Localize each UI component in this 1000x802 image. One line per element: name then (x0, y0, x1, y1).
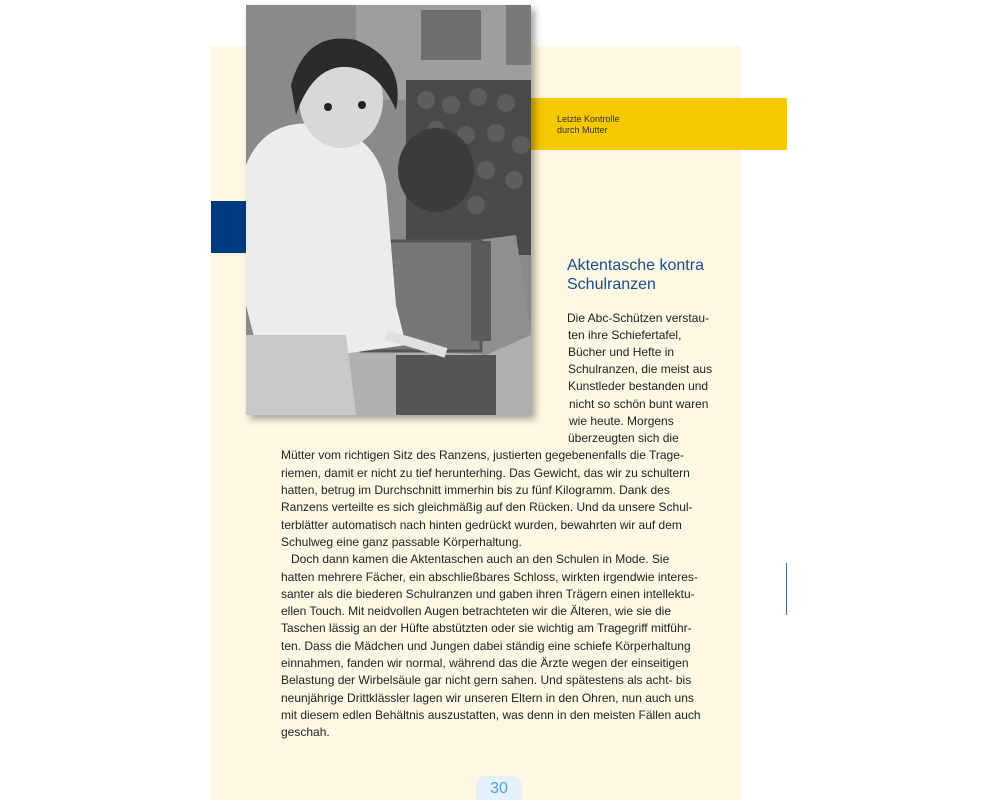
body-text-line: riemen, damit er nicht zu tief herunterhing. Das Gewicht, das wir zu schultern (281, 466, 690, 480)
body-text-line: Belastung der Wirbelsäule gar nicht gern sahen. Und spätestens als acht- bis (281, 673, 692, 687)
body-text-line: neunjährige Drittklässler lagen wir unseren Eltern in den Ohren, nun auch uns (281, 691, 694, 705)
body-text-line: mit diesem edlen Behältnis auszustatten, was denn in den meisten Fällen auch (281, 708, 701, 722)
body-text-line: ellen Touch. Mit neidvollen Augen betrachteten wir die Älteren, wie sie die (281, 604, 672, 618)
body-text-line: einnahmen, fanden wir normal, während das die Ärzte wegen der einseitigen (281, 656, 689, 670)
body-text-line: Doch dann kamen die Aktentaschen auch an den Schulen in Mode. Sie (281, 552, 670, 566)
body-text-line: terblätter automatisch nach hinten gedrückt wurden, bewahrten wir auf dem (281, 518, 682, 532)
wrapped-text-line: Schulranzen, die meist aus (568, 362, 713, 376)
wrapped-text-line: überzeugten sich die (568, 431, 679, 445)
body-text-line: ten. Dass die Mädchen und Jungen dabei ständig eine schiefe Körperhaltung (281, 639, 691, 653)
body-text-line: Mütter vom richtigen Sitz des Ranzens, justierten gegebenenfalls die Trage- (281, 448, 684, 462)
wrapped-text-line: nicht so schön bunt waren (569, 397, 709, 411)
wrapped-text-line: Die Abc-Schützen verstau- (567, 311, 710, 325)
body-text-line: geschah. (281, 725, 330, 739)
page-number: 30 (476, 776, 522, 800)
body-text-line: Ranzens verteilte es sich gleichmäßig auf den Rücken. Und da unsere Schul- (281, 500, 693, 514)
body-text-line: Schulweg eine ganz passable Körperhaltung. (281, 535, 522, 549)
blue-accent-block (211, 201, 249, 253)
body-text-line: hatten mehrere Fächer, ein abschließbares Schloss, wirkten irgendwie interes- (281, 570, 698, 584)
body-text-line: santer als die biederen Schulranzen und gaben ihren Trägern einen intellektu- (281, 587, 695, 601)
black-white-photo (246, 5, 531, 415)
body-text-line: hatten, betrug im Durchschnitt immerhin bis zu fünf Kilogramm. Dank des (281, 483, 670, 497)
photo-illustration (246, 5, 531, 415)
wrapped-text-line: Bücher und Hefte in (568, 345, 675, 359)
margin-line (786, 563, 787, 615)
wrapped-text-line: ten ihre Schiefertafel, (568, 328, 682, 342)
photo-caption: Letzte Kontrolle durch Mutter (557, 114, 620, 135)
body-text-line: Taschen lässig an der Hüfte abstützten oder sie wichtig am Tragegriff mitführ- (281, 621, 692, 635)
wrapped-text-line: wie heute. Morgens (569, 414, 674, 428)
section-heading: Aktentasche kontra Schulranzen (567, 257, 704, 293)
wrapped-text-line: Kunstleder bestanden und (568, 379, 709, 393)
